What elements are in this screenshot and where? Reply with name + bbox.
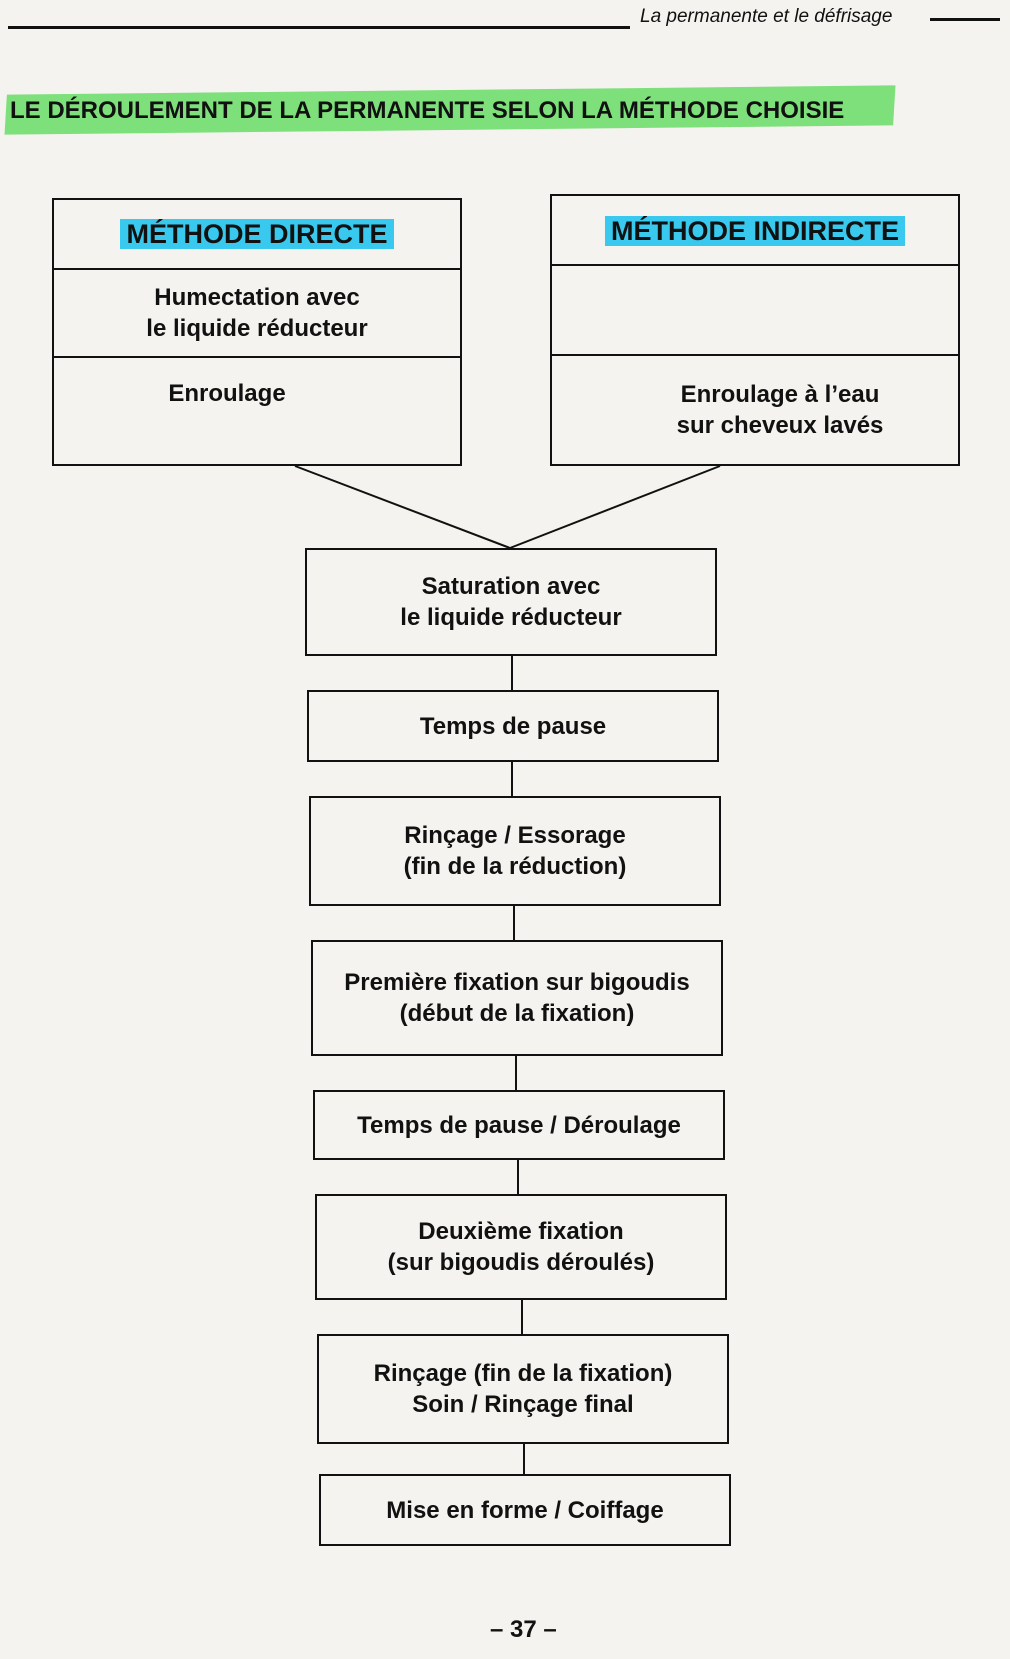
flow-connector [515,1056,517,1090]
page-number: – 37 – [490,1616,557,1643]
flow-step-temps-de-pause: Temps de pause [307,690,719,762]
connector-indirect [510,466,720,548]
flow-step-deuxieme-fixation: Deuxième fixation (sur bigoudis déroulés) [315,1194,727,1300]
flow-connector [517,1160,519,1194]
indirect-step-empty [550,264,960,356]
flow-step-saturation: Saturation avec le liquide réducteur [305,548,717,656]
flow-step-premiere-fixation: Première fixation sur bigoudis (début de la fixation) [311,940,723,1056]
direct-method-title: MÉTHODE DIRECTE [120,219,393,249]
flow-step-pause-deroulage: Temps de pause / Déroulage [313,1090,725,1160]
running-title: La permanente et le défrisage [640,6,893,27]
indirect-step-enroulage-eau: Enroulage à l’eau sur cheveux lavés [550,354,960,466]
indirect-method-header [550,194,960,266]
flow-connector [511,656,513,690]
direct-step-enroulage: Enroulage [52,356,462,466]
flow-step-rincage-final: Rinçage (fin de la fixation) Soin / Rinçage final [317,1334,729,1444]
flow-step-mise-en-forme: Mise en forme / Coiffage [319,1474,731,1546]
indirect-method-title: MÉTHODE INDIRECTE [605,216,905,246]
flow-connector [513,906,515,940]
flow-connector [521,1300,523,1334]
flow-connector [511,762,513,796]
connector-direct [295,466,510,548]
direct-step-humectation: Humectation avec le liquide réducteur [52,268,462,358]
section-title: LE DÉROULEMENT DE LA PERMANENTE SELON LA MÉTHODE CHOISIE [10,97,845,124]
direct-method-header [52,198,462,268]
flow-step-rincage-essorage: Rinçage / Essorage (fin de la réduction) [309,796,721,906]
flow-connector [523,1444,525,1474]
